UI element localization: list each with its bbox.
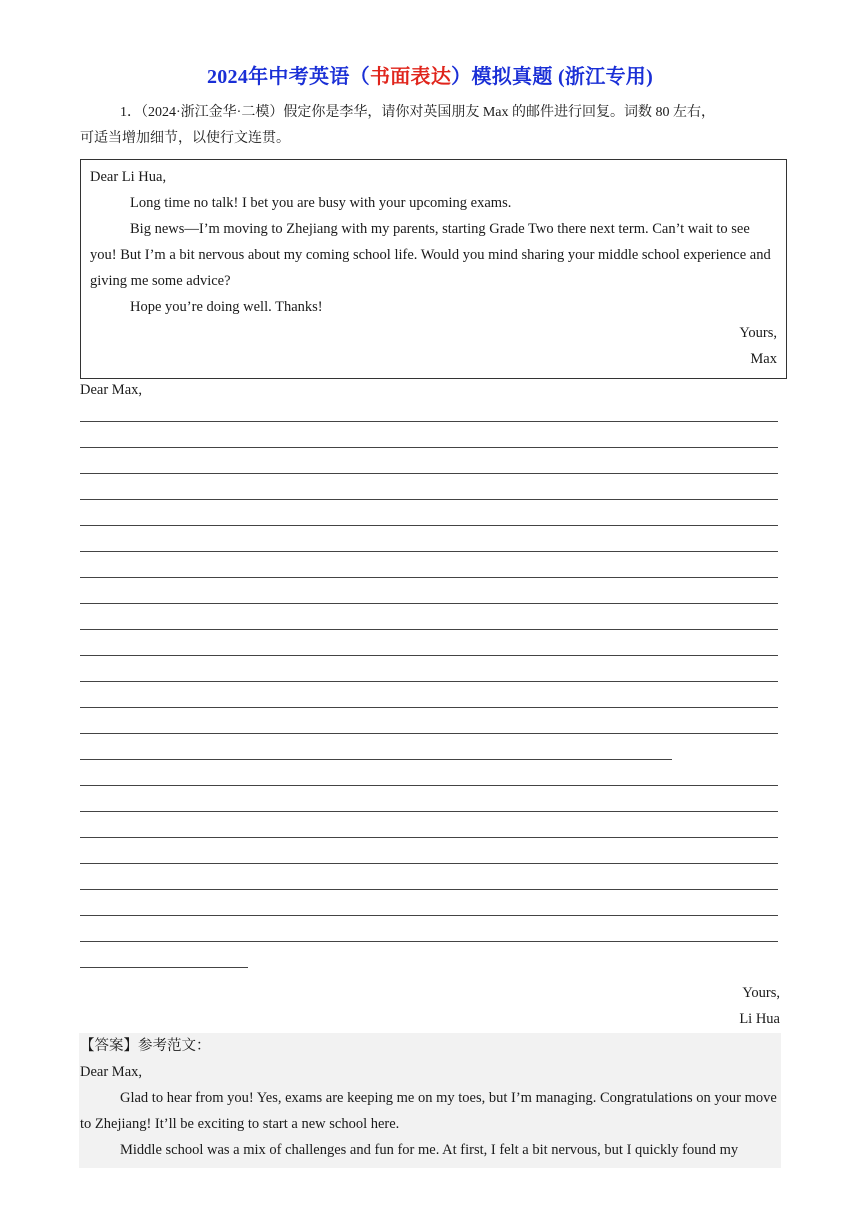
question-line-1: 1．（2024·浙江金华·二模）假定你是李华，请你对英国朋友 Max 的邮件进行回复。词数 80 左右， bbox=[120, 105, 715, 120]
reply-closing: Yours, bbox=[742, 985, 780, 1001]
email-greeting: Dear Li Hua, bbox=[90, 169, 167, 185]
title-text-end: ）模拟真题 (浙江专用) bbox=[451, 66, 654, 88]
writing-line[interactable] bbox=[80, 942, 248, 968]
writing-line[interactable] bbox=[80, 786, 778, 812]
email-paragraph-3: Hope you’re doing well. Thanks! bbox=[130, 299, 323, 315]
writing-line[interactable] bbox=[80, 500, 778, 526]
writing-line[interactable] bbox=[80, 812, 778, 838]
page-title bbox=[0, 60, 860, 89]
writing-line[interactable] bbox=[80, 708, 778, 734]
writing-line[interactable] bbox=[80, 552, 778, 578]
writing-line[interactable] bbox=[80, 578, 778, 604]
email-paragraph-2: Big news—I’m moving to Zhejiang with my parents, starting Grade Two there next term. Can’t wait to see you! But I’m a bit nervous about my coming school life. Would you mind sharing your middle school experience and giving me some advice? bbox=[90, 221, 771, 289]
writing-line[interactable] bbox=[80, 604, 778, 630]
reply-signoff bbox=[739, 980, 780, 1032]
answer-section bbox=[79, 1033, 781, 1168]
question-line-2: 可适当增加细节，以使行文连贯。 bbox=[80, 131, 290, 146]
writing-line[interactable] bbox=[80, 396, 778, 422]
writing-line[interactable] bbox=[80, 864, 778, 890]
title-text: 2024年中考英语（ bbox=[206, 66, 370, 88]
email-box bbox=[80, 159, 787, 379]
answer-heading: 【答案】参考范文： bbox=[80, 1038, 211, 1054]
answer-writing-lines bbox=[80, 396, 778, 968]
writing-line[interactable] bbox=[80, 474, 778, 500]
email-signature: Max bbox=[750, 351, 777, 367]
writing-line[interactable] bbox=[80, 526, 778, 552]
question-prompt bbox=[80, 100, 780, 152]
reply-signature: Li Hua bbox=[739, 1011, 780, 1027]
writing-line[interactable] bbox=[80, 682, 778, 708]
writing-line[interactable] bbox=[80, 760, 778, 786]
reply-greeting: Dear Max, bbox=[80, 382, 143, 398]
writing-line[interactable] bbox=[80, 656, 778, 682]
writing-line[interactable] bbox=[80, 448, 778, 474]
email-closing: Yours, bbox=[739, 325, 777, 341]
writing-line[interactable] bbox=[80, 422, 778, 448]
title-highlight: 书面表达 bbox=[369, 66, 452, 88]
answer-paragraph-1: Glad to hear from you! Yes, exams are keeping me on my toes, but I’m managing. Congratulations on your move to Zhejiang! It’ll be exciting to start a new school here. bbox=[80, 1090, 777, 1132]
writing-line[interactable] bbox=[80, 734, 672, 760]
writing-line[interactable] bbox=[80, 890, 778, 916]
answer-greeting: Dear Max, bbox=[80, 1064, 143, 1080]
writing-line[interactable] bbox=[80, 838, 778, 864]
writing-line[interactable] bbox=[80, 630, 778, 656]
email-paragraph-1: Long time no talk! I bet you are busy with your upcoming exams. bbox=[130, 195, 512, 211]
answer-paragraph-2: Middle school was a mix of challenges and fun for me. At first, I felt a bit nervous, but I quickly found my bbox=[120, 1142, 739, 1158]
writing-line[interactable] bbox=[80, 916, 778, 942]
